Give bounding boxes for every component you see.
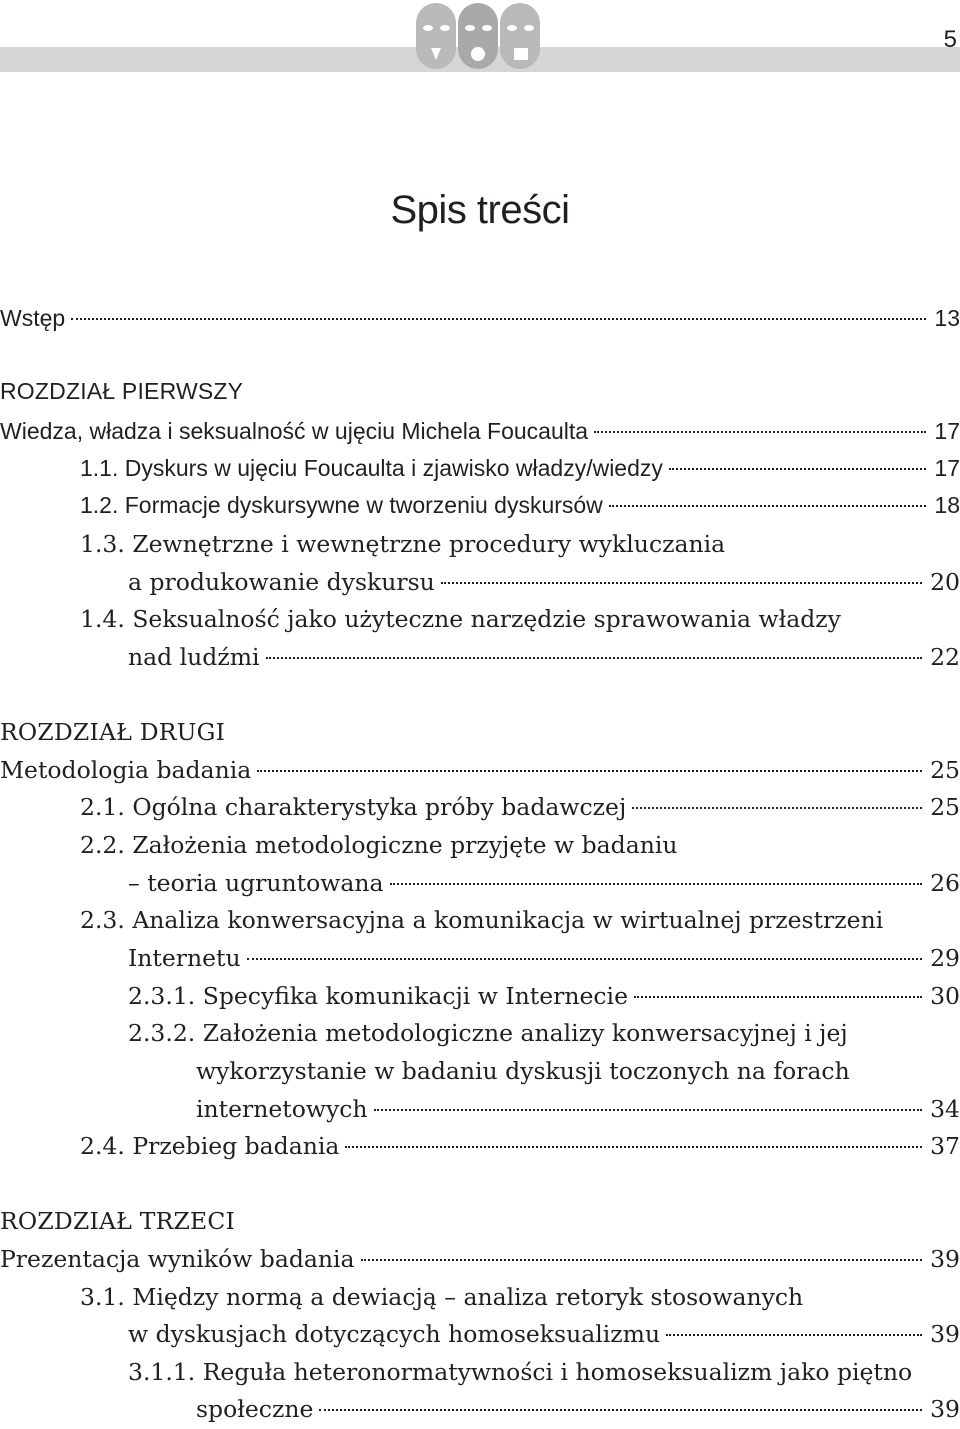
toc-page-number: 13 <box>934 305 960 331</box>
toc-page-number: 39 <box>930 1245 960 1273</box>
chapter-heading-2: ROZDZIAŁ DRUGI <box>0 718 226 746</box>
toc-page-number: 26 <box>930 869 960 897</box>
toc-page-number: 17 <box>934 455 960 481</box>
toc-entry-1-1[interactable] <box>80 452 960 484</box>
toc-entry-intro[interactable] <box>0 302 960 334</box>
toc-entry-chapter-3[interactable] <box>0 1243 960 1275</box>
toc-entry-text: Metodologia badania <box>0 756 252 784</box>
toc-entry-2-2[interactable]: 2.2. Założenia metodologiczne przyjęte w badaniu <box>80 831 678 859</box>
toc-entry-3-1-1-cont[interactable] <box>196 1393 960 1425</box>
toc-entry-3-1-cont[interactable] <box>128 1318 960 1350</box>
dot-leader <box>594 431 926 433</box>
toc-entry-1-3[interactable]: 1.3. Zewnętrzne i wewnętrzne procedury wykluczania <box>80 530 726 558</box>
dot-leader <box>71 318 926 320</box>
dot-leader <box>345 1146 922 1148</box>
dot-leader <box>390 883 923 885</box>
dot-leader <box>669 468 927 470</box>
toc-entry-text: Prezentacja wyników badania <box>0 1245 355 1273</box>
toc-entry-1-3-cont[interactable] <box>128 566 960 598</box>
toc-entry-chapter-1[interactable] <box>0 415 960 447</box>
toc-entry-text: 2.1. Ogólna charakterystyka próby badawczej <box>80 793 627 821</box>
toc-page-number: 25 <box>930 756 960 784</box>
toc-entry-2-4[interactable] <box>80 1130 960 1162</box>
toc-entry-2-3[interactable]: 2.3. Analiza konwersacyjna a komunikacja w wirtualnej przestrzeni <box>80 906 884 934</box>
toc-entry-text: Wstęp <box>0 305 66 331</box>
toc-entry-1-2[interactable] <box>80 489 960 521</box>
toc-page-number: 22 <box>930 643 960 671</box>
toc-entry-text: 1.1. Dyskurs w ujęciu Foucaulta i zjawisko władzy/wiedzy <box>80 455 663 481</box>
toc-page-number: 39 <box>930 1395 960 1423</box>
toc-entry-2-3-2-cont-2[interactable] <box>196 1093 960 1125</box>
page-title: Spis treści <box>390 188 570 232</box>
toc-entry-text: – teoria ugruntowana <box>128 869 384 897</box>
toc-entry-1-4-cont[interactable] <box>128 641 960 673</box>
toc-entry-2-3-1[interactable] <box>128 980 960 1012</box>
toc-entry-3-1-1[interactable]: 3.1.1. Reguła heteronormatywności i homoseksualizm jako piętno <box>128 1358 913 1386</box>
toc-entry-text: nad ludźmi <box>128 643 260 671</box>
toc-entry-2-1[interactable] <box>80 791 960 823</box>
dot-leader <box>609 505 927 507</box>
toc-page-number: 39 <box>930 1320 960 1348</box>
toc-entry-2-2-cont[interactable] <box>128 867 960 899</box>
toc-entry-3-1[interactable]: 3.1. Między normą a dewiacją – analiza retoryk stosowanych <box>80 1283 804 1311</box>
toc-entry-text: 2.4. Przebieg badania <box>80 1132 340 1160</box>
dot-leader <box>247 958 922 960</box>
toc-entry-text: 1.2. Formacje dyskursywne w tworzeniu dyskursów <box>80 492 603 518</box>
toc-entry-2-3-cont[interactable] <box>128 942 960 974</box>
chapter-heading-1: ROZDZIAŁ PIERWSZY <box>0 378 244 404</box>
toc-entry-text: społeczne <box>196 1395 314 1423</box>
toc-entry-text: Wiedza, władza i seksualność w ujęciu Michela Foucaulta <box>0 418 589 444</box>
toc-entry-2-3-2-cont[interactable]: wykorzystanie w badaniu dyskusji toczonych na forach <box>196 1057 850 1085</box>
dot-leader <box>319 1409 922 1411</box>
toc-entry-text: 2.3.1. Specyfika komunikacji w Internecie <box>128 982 628 1010</box>
dot-leader <box>257 770 922 772</box>
dot-leader <box>632 807 922 809</box>
toc-entry-text: Internetu <box>128 944 241 972</box>
toc-page-number: 17 <box>934 418 960 444</box>
toc-page-number: 25 <box>930 793 960 821</box>
toc-entry-text: a produkowanie dyskursu <box>128 568 435 596</box>
dot-leader <box>266 657 923 659</box>
dot-leader <box>634 996 922 998</box>
toc-page-number: 37 <box>930 1132 960 1160</box>
dot-leader <box>441 582 922 584</box>
toc-page-number: 29 <box>930 944 960 972</box>
toc-page-number: 34 <box>930 1095 960 1123</box>
toc-page-number: 18 <box>934 492 960 518</box>
toc-page-number: 30 <box>930 982 960 1010</box>
dot-leader <box>666 1334 922 1336</box>
toc-entry-2-3-2[interactable]: 2.3.2. Założenia metodologiczne analizy konwersacyjnej i jej <box>128 1019 848 1047</box>
page-number: 5 <box>943 26 957 53</box>
dot-leader <box>374 1109 923 1111</box>
toc-entry-1-4[interactable]: 1.4. Seksualność jako użyteczne narzędzie sprawowania władzy <box>80 605 841 633</box>
toc-page-number: 20 <box>930 568 960 596</box>
toc-entry-text: internetowych <box>196 1095 368 1123</box>
toc-entry-chapter-2[interactable] <box>0 754 960 786</box>
toc-entry-text: w dyskusjach dotyczących homoseksualizmu <box>128 1320 661 1348</box>
masks-logo-icon <box>412 0 544 74</box>
chapter-heading-3: ROZDZIAŁ TRZECI <box>0 1207 236 1235</box>
dot-leader <box>361 1259 923 1261</box>
